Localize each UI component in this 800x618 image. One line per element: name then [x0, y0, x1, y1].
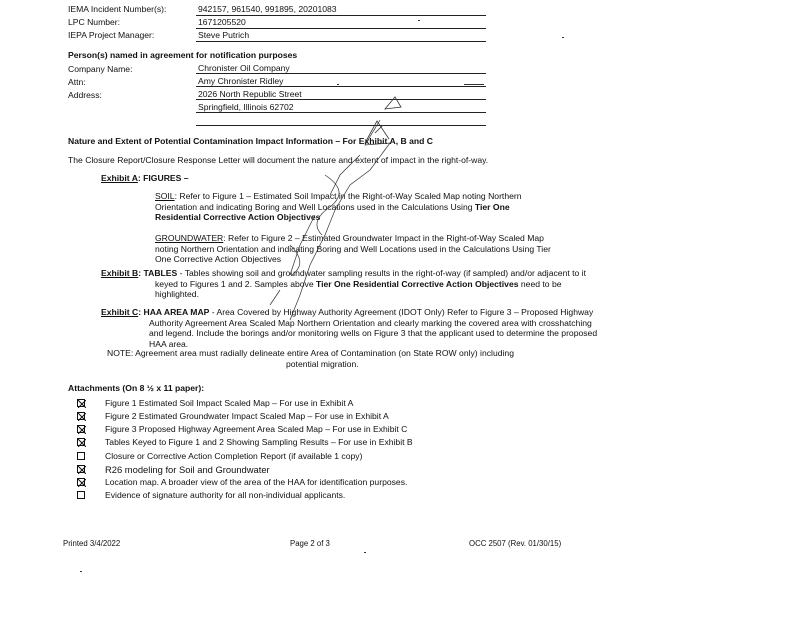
checkmark-x-icon	[78, 479, 86, 487]
attachments-heading: Attachments (On 8 ½ x 11 paper):	[68, 383, 205, 393]
exhibit-b-bold: Tier One Residential Corrective Action Objectives	[316, 278, 519, 289]
project-manager-value: Steve Putrich	[198, 30, 250, 40]
attn-label: Attn:	[68, 77, 86, 87]
groundwater-text: : Refer to Figure 2 – Estimated Groundwater Impact in the Right-of-Way Scaled Map noting Northern Orientation and indicating Boring and Well Locations used in the Calculations Using Tier One Corrective Action Objectives	[155, 233, 551, 265]
groundwater-label: GROUNDWATER	[155, 233, 224, 243]
attachment-checkbox[interactable]	[77, 465, 85, 473]
company-label: Company Name:	[68, 64, 133, 74]
soil-label: SOIL	[155, 191, 175, 201]
checkmark-x-icon	[78, 426, 86, 434]
attachment-checkbox[interactable]	[77, 438, 85, 446]
exhibit-b-text: - Tables showing soil and groundwater sampling results in the right-of-way (if sampled) and/or adjacent to it keyed to Figures 1 and 2. Samples above	[155, 268, 586, 289]
attachment-checkbox[interactable]	[77, 452, 85, 460]
attachment-label: Evidence of signature authority for all non-individual applicants.	[105, 490, 346, 500]
project-manager-label: IEPA Project Manager:	[68, 30, 155, 40]
attachment-checkbox[interactable]	[77, 399, 85, 407]
lpc-label: LPC Number:	[68, 17, 121, 27]
nature-heading: Nature and Extent of Potential Contamination Impact Information – For Exhibit A, B and C	[68, 136, 433, 146]
note-line2: potential migration.	[286, 359, 359, 369]
checkmark-x-icon	[78, 400, 86, 408]
checkmark-x-icon	[78, 413, 86, 421]
address-line1: 2026 North Republic Street	[198, 89, 302, 99]
footer-form-number: OCC 2507 (Rev. 01/30/15)	[469, 539, 562, 548]
attachment-label: Closure or Corrective Action Completion Report (if available 1 copy)	[105, 451, 363, 461]
exhibit-b-label: Exhibit B	[101, 268, 139, 278]
soil-bold: Tier One Residential Corrective Action Objectives	[155, 201, 510, 223]
exhibit-b-tail: need to be highlighted.	[155, 278, 562, 300]
company-value: Chronister Oil Company	[198, 63, 290, 73]
persons-heading: Person(s) named in agreement for notification purposes	[68, 50, 298, 60]
note-line1: NOTE: Agreement area must radially delineate entire Area of Contamination (on State ROW only) including	[107, 348, 514, 358]
checkmark-x-icon	[78, 439, 86, 447]
attachment-label: R26 modeling for Soil and Groundwater	[105, 464, 270, 475]
iema-value: 942157, 961540, 991895, 20201083	[198, 4, 337, 14]
lpc-value: 1671205520	[198, 17, 246, 27]
footer-page: Page 2 of 3	[290, 539, 330, 548]
attn-value: Amy Chronister Ridley	[198, 76, 284, 86]
checkmark-x-icon	[78, 466, 86, 474]
attachment-checkbox[interactable]	[77, 478, 85, 486]
address-label: Address:	[68, 90, 102, 100]
exhibit-a-heading	[101, 173, 189, 183]
nature-intro: The Closure Report/Closure Response Letter will document the nature and extent of impact in the right-of-way.	[68, 155, 489, 165]
attachment-checkbox[interactable]	[77, 425, 85, 433]
exhibit-c-label: Exhibit C	[101, 307, 139, 317]
attachment-label: Tables Keyed to Figure 1 and 2 Showing Sampling Results – For use in Exhibit B	[105, 437, 413, 447]
exhibit-b-title: : TABLES	[138, 268, 178, 278]
attachment-label: Figure 2 Estimated Groundwater Impact Scaled Map – For use in Exhibit A	[105, 411, 389, 421]
exhibit-c-title: : HAA AREA MAP	[138, 307, 210, 317]
attachment-label: Location map. A broader view of the area of the HAA for identification purposes.	[105, 477, 408, 487]
attachment-checkbox[interactable]	[77, 491, 85, 499]
soil-text: : Refer to Figure 1 – Estimated Soil Impact in the Right-of-Way Scaled Map noting Northern Orientation and indicating Boring and Well Locations used in the Calculations Using	[155, 191, 522, 212]
attachment-label: Figure 1 Estimated Soil Impact Scaled Map – For use in Exhibit A	[105, 398, 354, 408]
iema-label: IEMA Incident Number(s):	[68, 4, 167, 14]
exhibit-a-title: : FIGURES –	[137, 173, 189, 183]
exhibit-a-label: Exhibit A	[101, 173, 138, 183]
footer-printed: Printed 3/4/2022	[63, 539, 121, 548]
address-line2: Springfield, Illinois 62702	[198, 102, 294, 112]
handwritten-scribble	[230, 115, 400, 325]
exhibit-c-text: - Area Covered by Highway Authority Agreement (IDOT Only) Refer to Figure 3 – Proposed Highway Authority Agreement Area Scaled Map Northern Orientation and clearly marking the covered area with crosshatching and legend. Include the borings and/or monitoring wells on Figure 3 that the applicant used to determine the proposed HAA area.	[149, 307, 598, 349]
attachment-label: Figure 3 Proposed Highway Agreement Area Scaled Map – For use in Exhibit C	[105, 424, 408, 434]
attachment-checkbox[interactable]	[77, 412, 85, 420]
